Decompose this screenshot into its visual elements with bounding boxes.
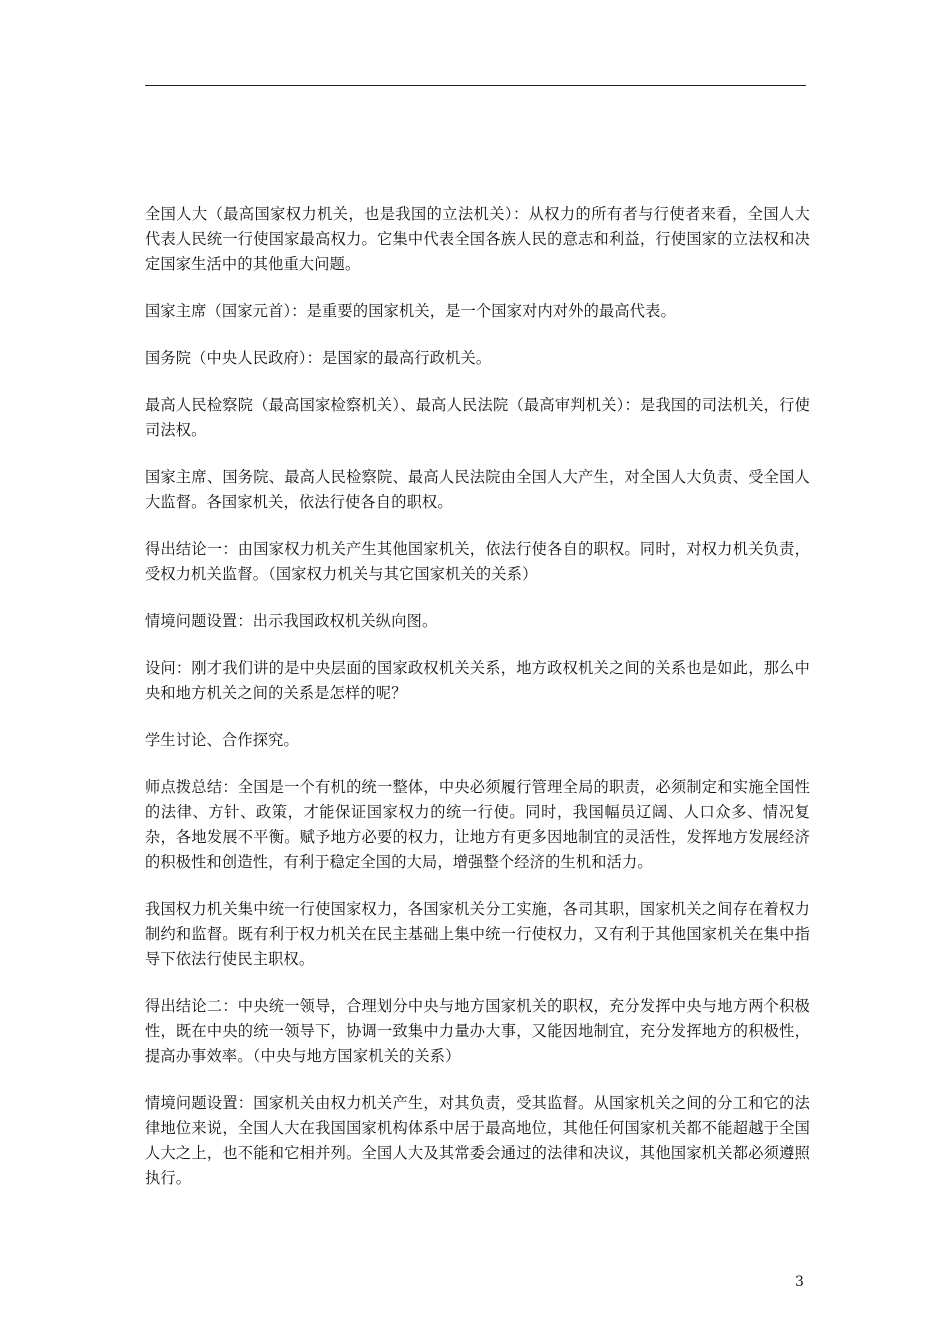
paragraph-judiciary: 最高人民检察院（最高国家检察机关）、最高人民法院（最高审判机关）：是我国的司法机关，行使司法权。 (145, 396, 810, 439)
paragraph-accountability: 国家主席、国务院、最高人民检察院、最高人民法院由全国人大产生，对全国人大负责、受全国人大监督。各国家机关，依法行使各自的职权。 (145, 468, 810, 511)
paragraph-conclusion-one: 得出结论一：由国家权力机关产生其他国家机关，依法行使各自的职权。同时，对权力机关负责，受权力机关监督。（国家权力机关与其它国家机关的关系） (145, 540, 810, 583)
paragraph-scenario-one: 情境问题设置：出示我国政权机关纵向图。 (145, 612, 438, 630)
paragraph-conclusion-two: 得出结论二：中央统一领导，合理划分中央与地方国家机关的职权，充分发挥中央与地方两个积极性，既在中央的统一领导下，协调一致集中力量办大事，又能因地制宜，充分发挥地方的积极性，提高办事效率。（中央与地方国家机关的关系） (145, 997, 810, 1065)
paragraph-question: 设问：刚才我们讲的是中央层面的国家政权机关关系，地方政权机关之间的关系也是如此，那么中央和地方机关之间的关系是怎样的呢？ (145, 659, 810, 702)
paragraph-scenario-two: 情境问题设置：国家机关由权力机关产生，对其负责，受其监督。从国家机关之间的分工和它的法律地位来说，全国人大在我国国家机构体系中居于最高地位，其他任何国家机关都不能超越于全国人大之上，也不能和它相并列。全国人大及其常委会通过的法律和决议，其他国家机关都必须遵照执行。 (145, 1094, 810, 1187)
header-rule (145, 85, 806, 86)
paragraph-president: 国家主席（国家元首）：是重要的国家机关，是一个国家对内对外的最高代表。 (145, 302, 676, 320)
paragraph-discussion: 学生讨论、合作探究。 (145, 731, 299, 749)
paragraph-teacher-summary: 师点拨总结：全国是一个有机的统一整体，中央必须履行管理全局的职责，必须制定和实施全国性的法律、方针、政策，才能保证国家权力的统一行使。同时，我国幅员辽阔、人口众多、情况复杂，各地发展不平衡。赋予地方必要的权力，让地方有更多因地制宜的灵活性，发挥地方发展经济的积极性和创造性，有利于稳定全国的大局，增强整个经济的生机和活力。 (145, 778, 810, 871)
paragraph-power-organs: 我国权力机关集中统一行使国家权力，各国家机关分工实施，各司其职，国家机关之间存在着权力制约和监督。既有利于权力机关在民主基础上集中统一行使权力，又有利于其他国家机关在集中指导下依法行使民主职权。 (145, 900, 810, 968)
page-number: 3 (795, 1274, 804, 1290)
document-body (145, 202, 810, 1213)
paragraph-npc: 全国人大（最高国家权力机关，也是我国的立法机关）：从权力的所有者与行使者来看，全国人大代表人民统一行使国家最高权力。它集中代表全国各族人民的意志和利益，行使国家的立法权和决定国家生活中的其他重大问题。 (145, 205, 810, 273)
paragraph-state-council: 国务院（中央人民政府）：是国家的最高行政机关。 (145, 349, 492, 367)
